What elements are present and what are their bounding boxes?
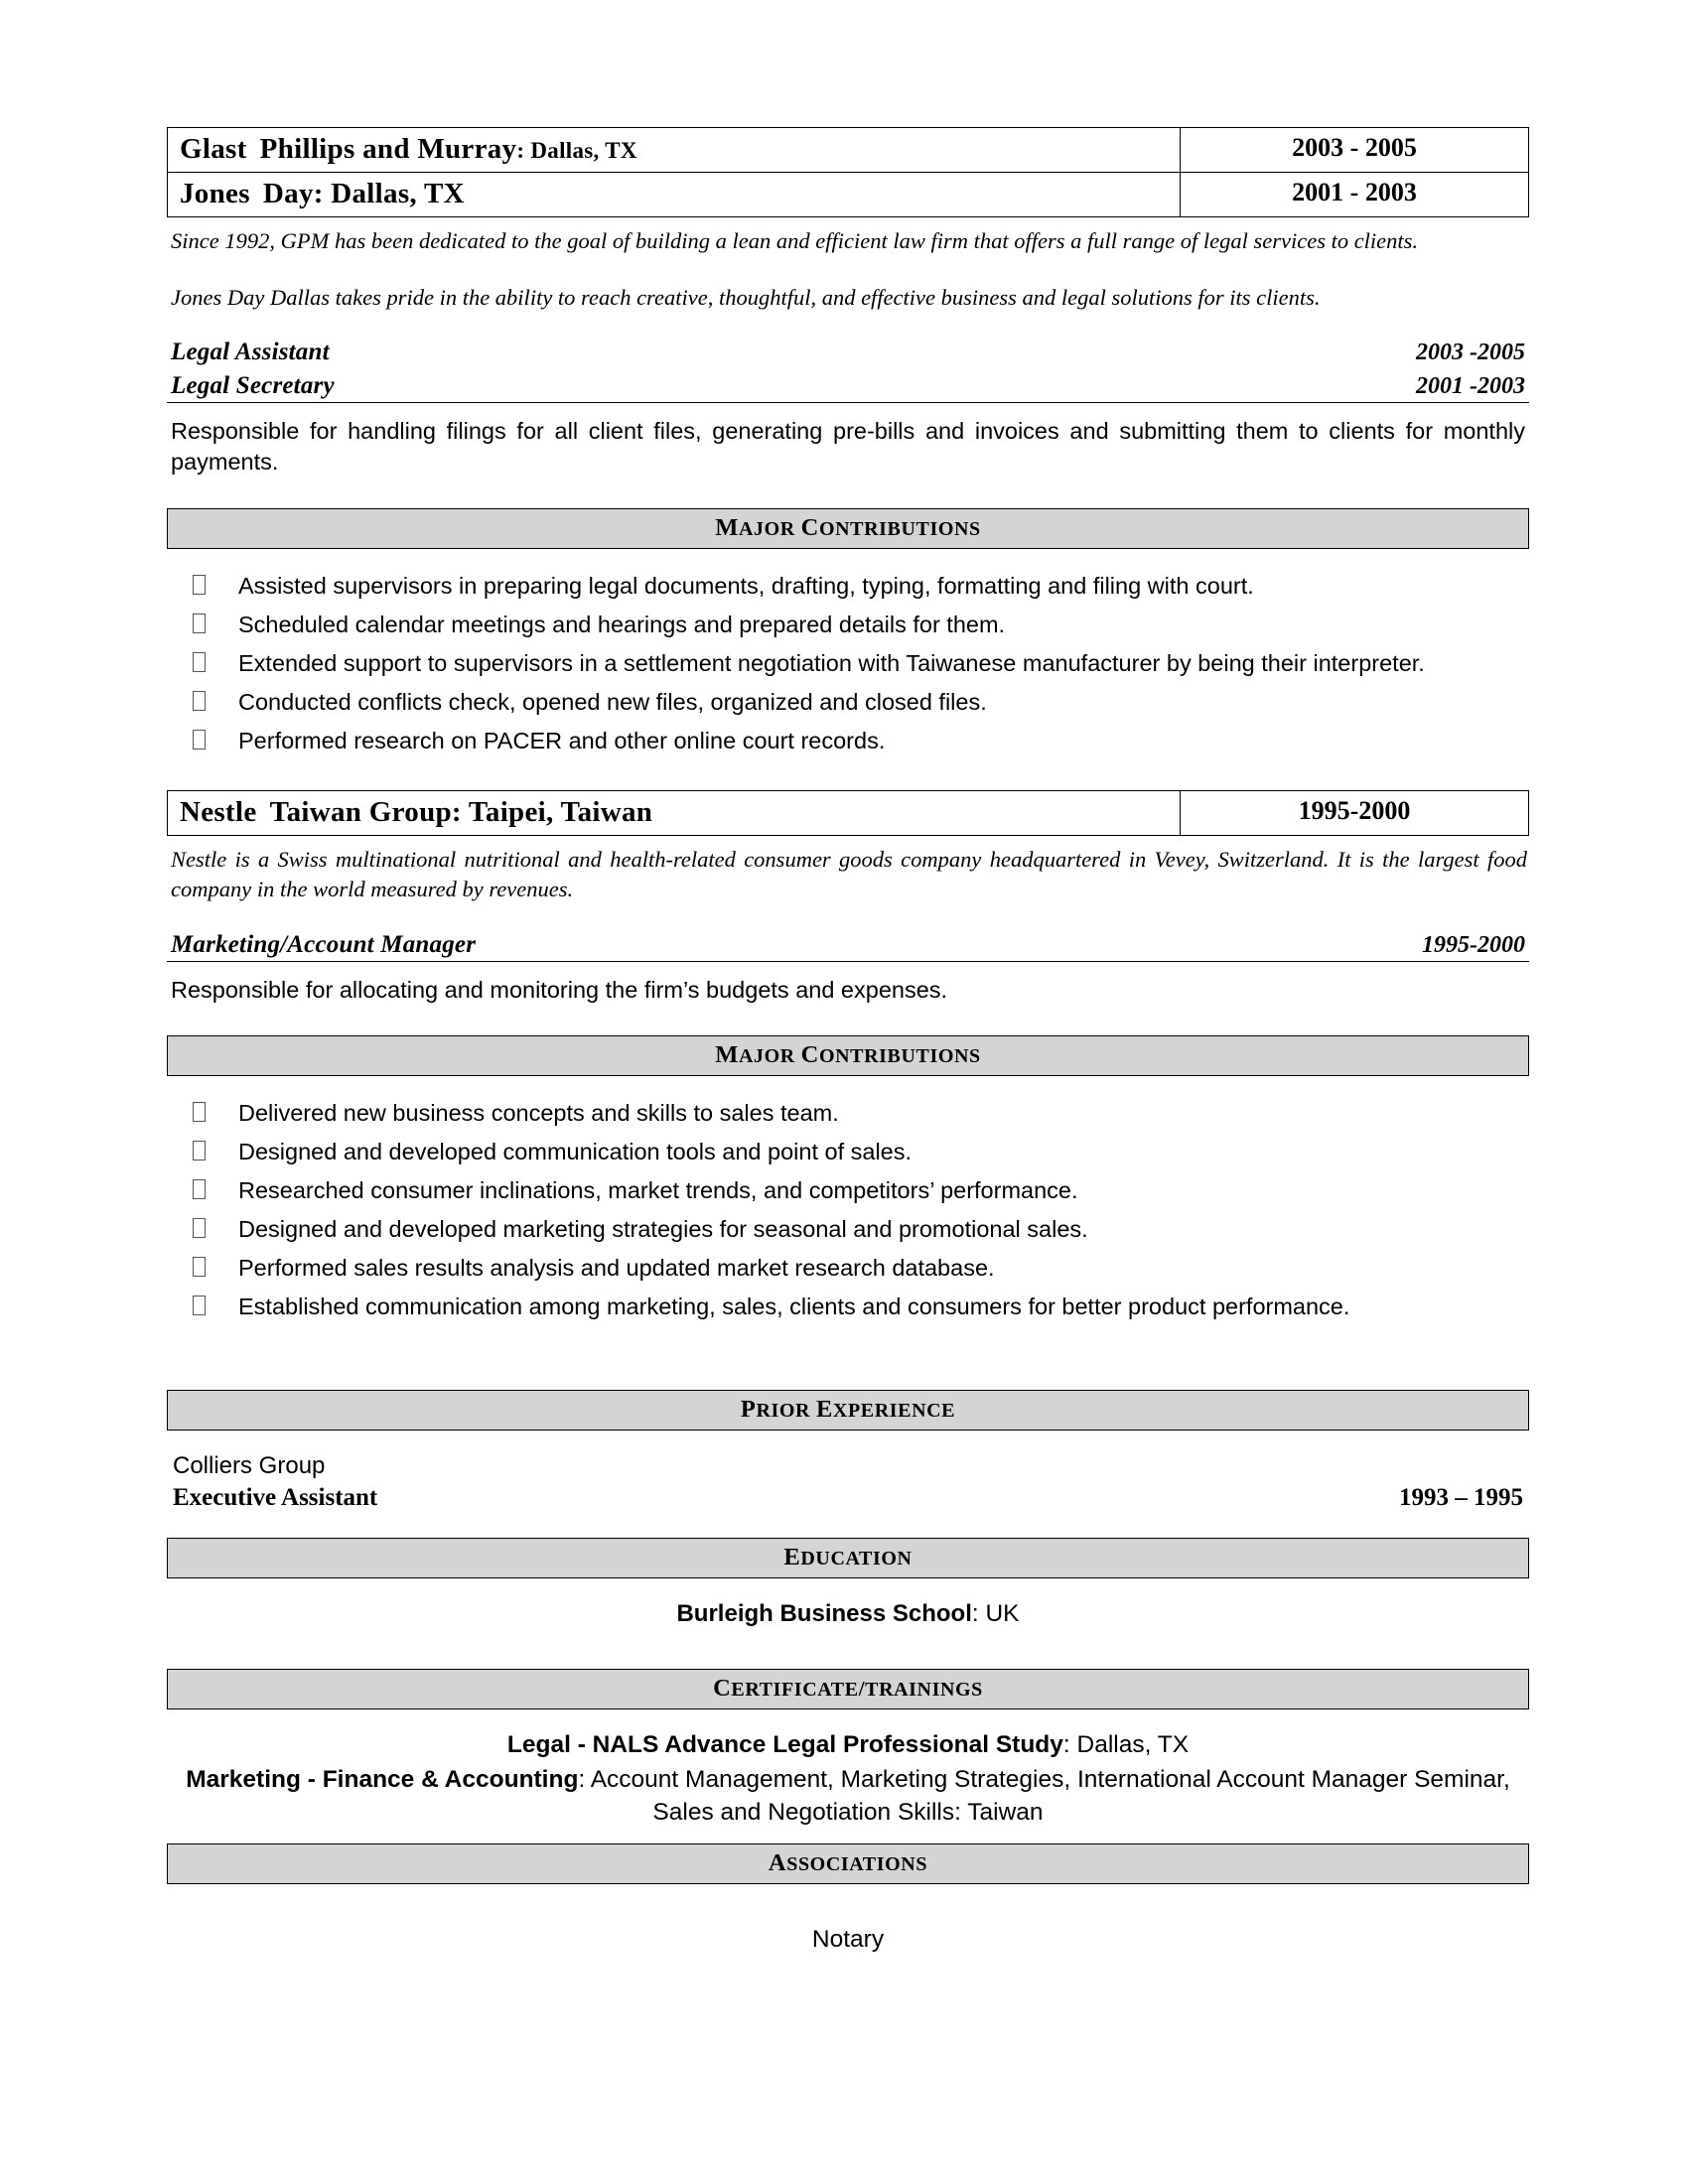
- job-titles: [167, 339, 1529, 403]
- job-titles: [167, 931, 1529, 962]
- job-title: Marketing/Account Manager: [171, 930, 477, 958]
- employer-row: [168, 791, 1528, 835]
- job-title-row: [167, 368, 1529, 402]
- bullet-box-icon: [193, 1179, 206, 1199]
- bullet-box-icon: [193, 1296, 206, 1315]
- list-item: [167, 1098, 1529, 1129]
- bullet-box-icon: [193, 691, 206, 711]
- employer-header-block: [167, 127, 1529, 217]
- bullet-box-icon: [193, 1141, 206, 1160]
- contributions-list: [167, 571, 1529, 756]
- list-item-text: Designed and developed marketing strategies for seasonal and promotional sales.: [238, 1216, 1088, 1243]
- education-entry: [167, 1598, 1529, 1631]
- list-item-text: Assisted supervisors in preparing legal documents, drafting, typing, formatting and filing with court.: [238, 572, 1254, 599]
- bullet-box-icon: [193, 614, 206, 633]
- contributions-list: [167, 1098, 1529, 1322]
- employer-name-rest: Day: [262, 178, 314, 209]
- prior-title-row: [173, 1484, 1523, 1512]
- employer-name-main: Glast: [180, 133, 247, 165]
- list-item-text: Extended support to supervisors in a settlement negotiation with Taiwanese manufacturer by being their interpreter.: [238, 649, 1425, 676]
- bullet-box-icon: [193, 1102, 206, 1122]
- bullet-box-icon: [193, 1257, 206, 1277]
- employer-name-rest: Taiwan Group: Taipei, Taiwan: [269, 795, 653, 828]
- list-item-text: Scheduled calendar meetings and hearings and prepared details for them.: [238, 611, 1006, 637]
- section-heading-major-contributions: MAJOR CONTRIBUTIONS: [167, 1035, 1529, 1076]
- employer-name-main: Jones: [180, 178, 250, 209]
- certificates-list: [167, 1729, 1529, 1829]
- employer-header-block: [167, 790, 1529, 836]
- employer-row: [168, 172, 1528, 216]
- education-school: Burleigh Business School: [676, 1600, 972, 1628]
- job-title: Legal Assistant: [171, 339, 330, 366]
- employer-description: Jones Day Dallas takes pride in the ability to reach creative, thoughtful, and effective business and legal solutions for its clients.: [171, 284, 1321, 310]
- list-item: [167, 1214, 1529, 1245]
- employer-name: [168, 173, 1181, 216]
- bullet-box-icon: [193, 730, 206, 750]
- section-heading-education: EDUCATION: [167, 1538, 1529, 1578]
- section-heading-certificates: CERTIFICATE/TRAININGS: [167, 1669, 1529, 1709]
- job-title-row: [167, 931, 1529, 961]
- employer-name: [168, 128, 1181, 172]
- list-item: [167, 648, 1529, 679]
- list-item: [167, 1292, 1529, 1322]
- employer-description: Nestle is a Swiss multinational nutritional and health-related consumer goods company headquartered in Vevey, Switzerland. It is the largest food company in the world measured by revenues.: [171, 846, 1527, 902]
- list-item: [167, 610, 1529, 640]
- job-dates: 2001 -2003: [1416, 373, 1525, 400]
- employer-dates: 2003 - 2005: [1292, 133, 1417, 162]
- list-item: [167, 571, 1529, 602]
- list-item-text: Delivered new business concepts and skills to sales team.: [238, 1100, 839, 1127]
- employer-location: : Dallas, TX: [313, 178, 465, 209]
- certificate-entry: [167, 1764, 1529, 1830]
- bullet-box-icon: [193, 652, 206, 672]
- section-heading-major-contributions: MAJOR CONTRIBUTIONS: [167, 508, 1529, 549]
- certificate-label: Marketing - Finance & Accounting: [186, 1765, 579, 1793]
- employer-row: [168, 128, 1528, 172]
- bullet-box-icon: [193, 1218, 206, 1238]
- list-item-text: Designed and developed communication tools and point of sales.: [238, 1139, 913, 1165]
- job-responsibility: Responsible for allocating and monitoring the firm’s budgets and expenses.: [171, 976, 948, 1003]
- employer-dates: 2001 - 2003: [1292, 178, 1417, 206]
- association-item: Notary: [811, 1925, 885, 1953]
- list-item: [167, 726, 1529, 756]
- list-item-text: Performed research on PACER and other online court records.: [238, 727, 886, 753]
- certificate-value: : Dallas, TX: [1062, 1731, 1190, 1759]
- certificate-label: Legal - NALS Advance Legal Professional Study: [506, 1731, 1063, 1759]
- list-item-text: Conducted conflicts check, opened new files, organized and closed files.: [238, 688, 987, 715]
- list-item: [167, 1137, 1529, 1167]
- prior-job-title: Executive Assistant: [173, 1484, 378, 1512]
- section-heading-prior-experience: PRIOR EXPERIENCE: [167, 1390, 1529, 1431]
- list-item: [167, 687, 1529, 718]
- prior-job-dates: 1993 – 1995: [1399, 1484, 1523, 1512]
- list-item-text: Established communication among marketing, sales, clients and consumers for better product performance.: [238, 1294, 1350, 1320]
- job-title-row: [167, 339, 1529, 368]
- employer-description: Since 1992, GPM has been dedicated to the goal of building a lean and efficient law firm that offers a full range of legal services to clients.: [171, 228, 1419, 253]
- employer-dates: 1995-2000: [1298, 795, 1411, 825]
- job-title: Legal Secretary: [171, 372, 335, 400]
- bullet-box-icon: [193, 575, 206, 595]
- education-school-suffix: : UK: [971, 1600, 1020, 1628]
- section-heading-associations: ASSOCIATIONS: [167, 1843, 1529, 1884]
- list-item: [167, 1253, 1529, 1284]
- certificate-entry: [167, 1729, 1529, 1762]
- list-item-text: Researched consumer inclinations, market trends, and competitors’ performance.: [238, 1177, 1078, 1204]
- list-item-text: Performed sales results analysis and updated market research database.: [238, 1255, 995, 1282]
- prior-company-name: Colliers Group: [173, 1452, 326, 1480]
- certificate-value: : Account Management, Marketing Strategies, International Account Manager Seminar, Sales and Negotiation Skills: Taiwan: [578, 1765, 1510, 1826]
- employer-name-rest: Phillips and Murray: [259, 133, 517, 165]
- list-item: [167, 1175, 1529, 1206]
- employer-name: [168, 791, 1181, 835]
- employer-name-main: Nestle: [180, 795, 257, 828]
- job-responsibility: Responsible for handling filings for all client files, generating pre-bills and invoices and submitting them to clients for monthly payments.: [171, 418, 1525, 476]
- employer-location: : Dallas, TX: [516, 138, 637, 163]
- job-dates: 1995-2000: [1422, 931, 1525, 958]
- job-dates: 2003 -2005: [1416, 340, 1525, 366]
